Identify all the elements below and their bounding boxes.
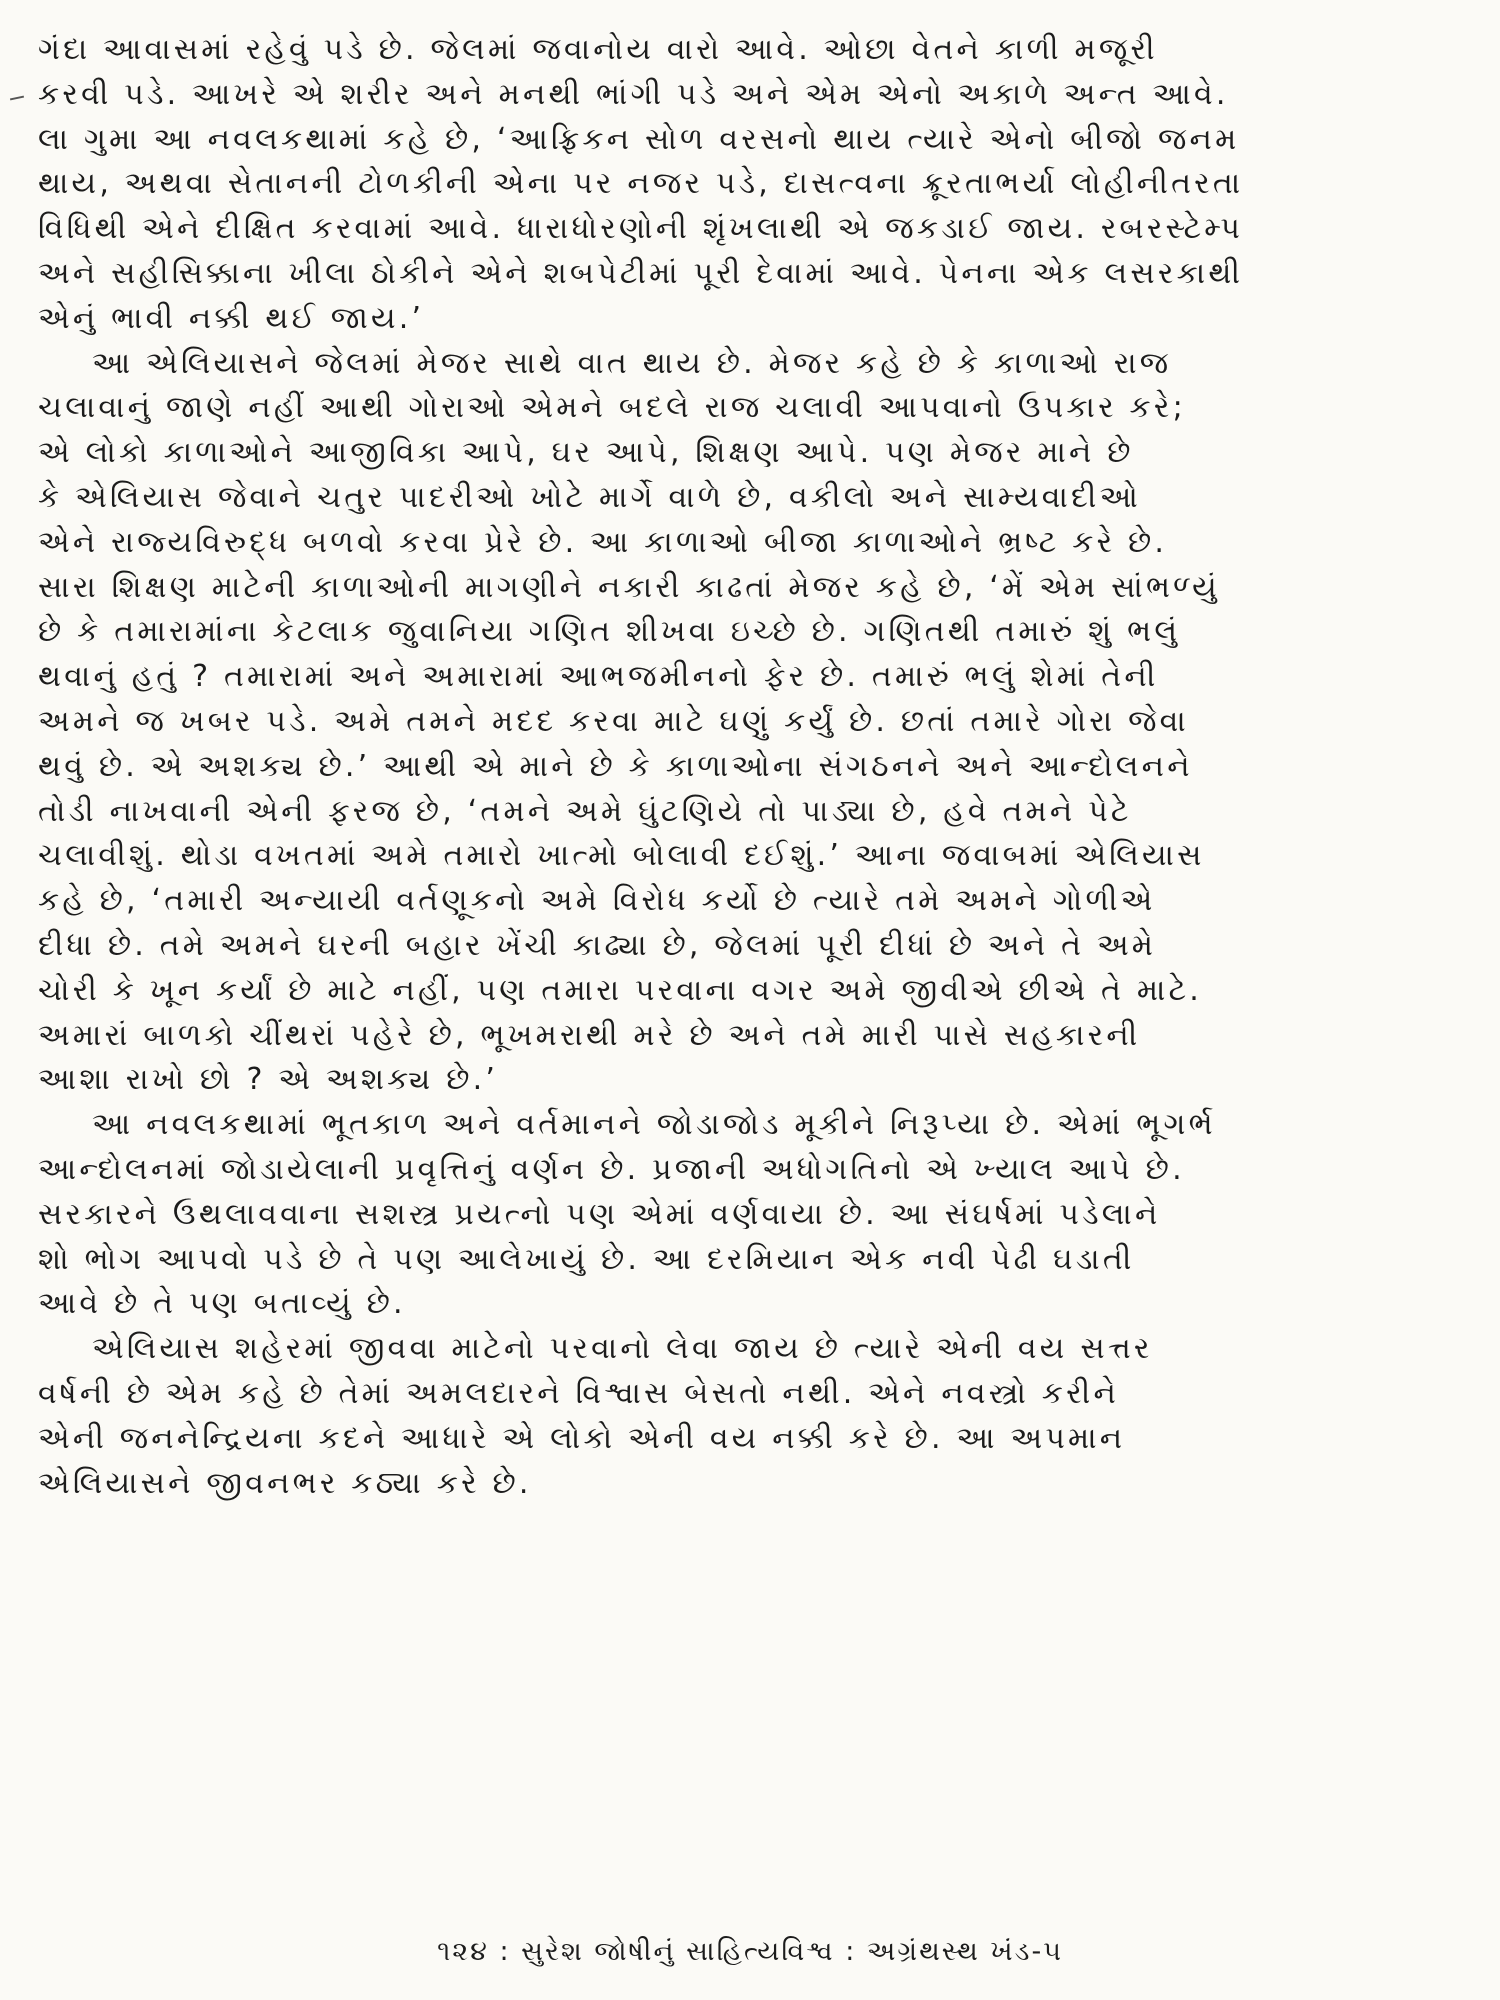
- text-line: ચોરી કે ખૂન કર્યાં છે માટે નહીં, પણ તમારા પરવાના વગર અમે જીવીએ છીએ તે માટે.: [38, 972, 1202, 1008]
- text-line: ચલાવીશું. થોડા વખતમાં અમે તમારો ખાત્મો બોલાવી દઈશું.’ આના જવાબમાં એલિયાસ: [38, 838, 1205, 874]
- text-line: આશા રાખો છો ? એ અશક્ય છે.’: [38, 1062, 499, 1098]
- text-line: છે કે તમારામાંના કેટલાક જુવાનિયા ગણિત શીખવા ઇચ્છે છે. ગણિતથી તમારું શું ભલું: [38, 614, 1181, 650]
- text-line: સરકારને ઉથલાવવાના સશસ્ત્ર પ્રયત્નો પણ એમાં વર્ણવાયા છે. આ સંઘર્ષમાં પડેલાને: [38, 1196, 1161, 1232]
- text-line: લા ગુમા આ નવલકથામાં કહે છે, ‘આફ્રિકન સોળ વરસનો થાય ત્યારે એનો બીજો જનમ: [38, 121, 1240, 157]
- text-line: એલિયાસને જીવનભર કઠ્યા કરે છે.: [38, 1465, 532, 1501]
- text-line: કે એલિયાસ જેવાને ચતુર પાદરીઓ ખોટે માર્ગે વાળે છે, વકીલો અને સામ્યવાદીઓ: [38, 479, 1141, 515]
- text-line: અને સહીસિક્કાના ખીલા ઠોકીને એને શબપેટીમાં પૂરી દેવામાં આવે. પેનના એક લસરકાથી: [38, 255, 1244, 291]
- text-line: તોડી નાખવાની એની ફરજ છે, ‘તમને અમે ઘુંટણિયે તો પાડ્યા છે, હવે તમને પેટે: [38, 793, 1132, 829]
- stray-ink-mark: [10, 96, 24, 101]
- text-line: ચલાવાનું જાણે નહીં આથી ગોરાઓ એમને બદલે રાજ ચલાવી આપવાનો ઉપકાર કરે;: [38, 390, 1186, 426]
- text-line: થાય, અથવા સેતાનની ટોળકીની એના પર નજર પડે, દાસત્વના ક્રૂરતાભર્યા લોહીનીતરતા: [38, 166, 1244, 202]
- text-line: એની જનનેન્દ્રિયના કદને આધારે એ લોકો એની વય નક્કી કરે છે. આ અપમાન: [38, 1420, 1126, 1456]
- text-line: દીધા છે. તમે અમને ઘરની બહાર ખેંચી કાઢ્યા છે, જેલમાં પૂરી દીધાં છે અને તે અમે: [38, 927, 1157, 963]
- text-line: થવાનું હતું ? તમારામાં અને અમારામાં આભજમીનનો ફેર છે. તમારું ભલું શેમાં તેની: [38, 659, 1159, 695]
- text-line: શો ભોગ આપવો પડે છે તે પણ આલેખાયું છે. આ દરમિયાન એક નવી પેઢી ઘડાતી: [38, 1241, 1135, 1277]
- text-line: આન્દોલનમાં જોડાયેલાની પ્રવૃત્તિનું વર્ણન છે. પ્રજાની અધોગતિનો એ ખ્યાલ આપે છે.: [38, 1151, 1185, 1187]
- text-line: એ લોકો કાળાઓને આજીવિકા આપે, ઘર આપે, શિક્ષણ આપે. પણ મેજર માને છે: [38, 435, 1134, 471]
- text-line: સારા શિક્ષણ માટેની કાળાઓની માગણીને નકારી કાઢતાં મેજર કહે છે, ‘મેં એમ સાંભળ્યું: [38, 569, 1220, 605]
- text-line: અમારાં બાળકો ચીંથરાં પહેરે છે, ભૂખમરાથી મરે છે અને તમે મારી પાસે સહકારની: [38, 1017, 1141, 1053]
- page-footer: ૧૨૪ : સુરેશ જોષીનું સાહિત્યવિશ્વ : અગ્રંથસ્થ ખંડ-૫: [437, 1936, 1063, 1967]
- text-line: એને રાજ્યવિરુદ્ધ બળવો કરવા પ્રેરે છે. આ કાળાઓ બીજા કાળાઓને ભ્રષ્ટ કરે છે.: [38, 524, 1168, 560]
- paragraph-start-line: આ નવલકથામાં ભૂતકાળ અને વર્તમાનને જોડાજોડ મૂકીને નિરૂપ્યા છે. એમાં ભૂગર્ભ: [92, 1107, 1216, 1143]
- text-line: આવે છે તે પણ બતાવ્યું છે.: [38, 1286, 406, 1322]
- text-line: ગંદા આવાસમાં રહેવું પડે છે. જેલમાં જવાનોય વારો આવે. ઓછા વેતને કાળી મજૂરી: [38, 32, 1158, 67]
- text-line: વર્ષની છે એમ કહે છે તેમાં અમલદારને વિશ્વાસ બેસતો નથી. એને નવસ્ત્રો કરીને: [38, 1375, 1119, 1411]
- text-line: કહે છે, ‘તમારી અન્યાયી વર્તણૂકનો અમે વિરોધ કર્યો છે ત્યારે તમે અમને ગોળીએ: [38, 883, 1156, 919]
- text-line: અમને જ ખબર પડે. અમે તમને મદદ કરવા માટે ઘણું કર્યું છે. છતાં તમારે ગોરા જેવા: [38, 703, 1189, 739]
- paragraph-start-line: આ એલિયાસને જેલમાં મેજર સાથે વાત થાય છે. મેજર કહે છે કે કાળાઓ રાજ: [92, 345, 1172, 381]
- text-line: થવું છે. એ અશક્ય છે.’ આથી એ માને છે કે કાળાઓના સંગઠનને અને આન્દોલનને: [38, 748, 1193, 784]
- body-text: [38, 28, 1468, 1506]
- text-line: કરવી પડે. આખરે એ શરીર અને મનથી ભાંગી પડે અને એમ એનો અકાળે અન્ત આવે.: [38, 76, 1229, 112]
- paragraph-start-line: એલિયાસ શહેરમાં જીવવા માટેનો પરવાનો લેવા જાય છે ત્યારે એની વય સત્તર: [92, 1331, 1153, 1367]
- text-line: એનું ભાવી નક્કી થઈ જાય.’: [38, 300, 425, 336]
- text-line: વિધિથી એને દીક્ષિત કરવામાં આવે. ધારાધોરણોની શૃંખલાથી એ જકડાઈ જાય. રબરસ્ટેમ્પ: [38, 211, 1244, 247]
